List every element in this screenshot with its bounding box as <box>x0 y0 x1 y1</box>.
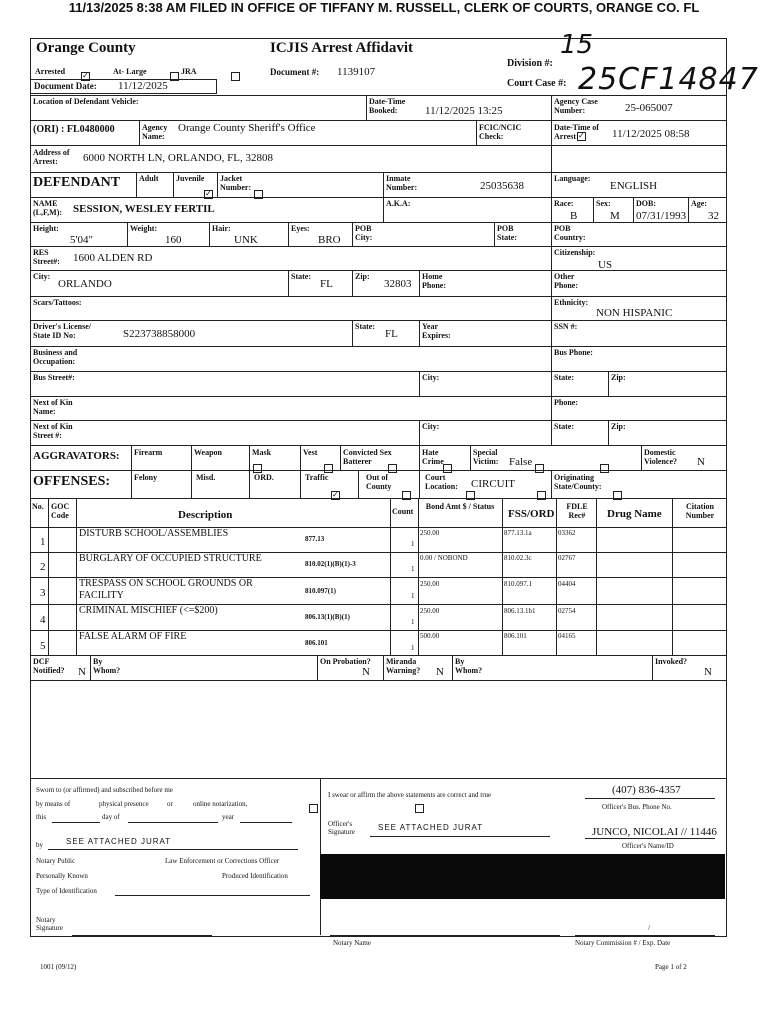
offense-4-bond: 250.00 <box>420 607 440 615</box>
ord-label: ORD. <box>254 473 274 482</box>
jacket-label: Jacket Number: <box>220 174 252 192</box>
nok-street-label: Next of Kin Street #: <box>33 422 73 440</box>
weapon-checkbox[interactable] <box>324 464 333 473</box>
offense-3-fdle: 04404 <box>558 580 576 588</box>
division-label: Division #: <box>507 58 553 69</box>
form-number: 1001 (09/12) <box>40 963 77 971</box>
state-value: FL <box>320 278 333 290</box>
jra-checkbox[interactable] <box>231 72 240 81</box>
nok-zip-label: Zip: <box>611 422 626 431</box>
this-text: this <box>36 813 47 821</box>
scars-label: Scars/Tattoos: <box>33 298 82 307</box>
day-of-text: day of <box>102 813 120 821</box>
by-text: by <box>36 841 43 849</box>
offense-2-fdle: 02767 <box>558 554 576 562</box>
ethnicity-label: Ethnicity: <box>554 298 589 307</box>
year-text: year <box>222 813 235 821</box>
aka-label: A.K.A: <box>386 199 411 208</box>
notary-commission-slash: / <box>648 924 650 932</box>
zip-value: 32803 <box>384 278 412 290</box>
city-label: City: <box>33 272 51 281</box>
page-number: Page 1 of 2 <box>655 963 687 971</box>
sex-label: Sex: <box>596 199 611 208</box>
probation-value: N <box>362 666 370 678</box>
pob-city-label: POB City: <box>355 224 373 242</box>
hate-crime-label: Hate Crime <box>422 448 444 466</box>
see-jurat-2: SEE ATTACHED JURAT <box>378 823 484 832</box>
col-count: Count <box>392 507 414 516</box>
datetime-arrest-value: 11/12/2025 08:58 <box>612 128 690 140</box>
or-text: or <box>167 800 173 808</box>
bus-phone-label: Bus Phone: <box>554 348 593 357</box>
race-label: Race: <box>554 199 574 208</box>
city-value: ORLANDO <box>58 278 112 290</box>
age-label: Age: <box>691 199 707 208</box>
offense-1-no: 1 <box>40 536 46 548</box>
eyes-label: Eyes: <box>291 224 310 233</box>
online-notarization-text: online notarization, <box>193 800 248 808</box>
jra-label: JRA <box>181 67 197 76</box>
ord-checkbox[interactable] <box>466 491 475 500</box>
hair-value: UNK <box>234 234 258 246</box>
address-arrest-label: Address of Arrest: <box>33 148 70 166</box>
sex-value: M <box>610 210 620 222</box>
court-case-label: Court Case #: <box>507 78 567 89</box>
offense-1-description: DISTURB SCHOOL/ASSEMBLIES <box>79 528 229 539</box>
domestic-violence-label: Domestic Violence? <box>644 448 678 466</box>
nok-phone-label: Phone: <box>554 398 578 407</box>
traffic-label: Traffic <box>305 473 329 482</box>
form-title: ICJIS Arrest Affidavit <box>270 40 414 56</box>
col-description: Description <box>178 509 233 521</box>
col-bond: Bond Amt $ / Status <box>425 502 495 511</box>
ethnicity-value: NON HISPANIC <box>596 307 673 319</box>
personally-known-text: Personally Known <box>36 872 88 880</box>
agency-name-label: Agency Name: <box>142 123 168 141</box>
dob-label: DOB: <box>636 199 656 208</box>
division-handwritten: 15 <box>560 30 594 60</box>
aggravators-heading: AGGRAVATORS: <box>33 450 120 462</box>
inmate-value: 25035638 <box>480 180 524 192</box>
invoked-value: N <box>704 666 712 678</box>
offense-3-no: 3 <box>40 587 46 599</box>
state-label: State: <box>291 272 311 281</box>
col-fdle: FDLE Rec# <box>566 502 588 520</box>
offense-2-count: 1 <box>411 565 415 573</box>
by-whom2-label: By Whom? <box>455 657 483 675</box>
filing-stamp: 11/13/2025 8:38 AM FILED IN OFFICE OF TIFFANY M. RUSSELL, CLERK OF COURTS, ORANGE CO. FL <box>68 0 700 15</box>
location-vehicle-label: Location of Defendant Vehicle: <box>33 97 139 106</box>
col-citation: Citation Number <box>685 502 715 520</box>
convicted-batterer-label: Convicted Sex Batterer <box>343 448 392 466</box>
offense-2-statute: 810.02(1)(B)(1)-3 <box>305 560 356 568</box>
out-county-label: Out of County <box>366 473 392 491</box>
fcic-label: FCIC/NCIC Check: <box>479 123 522 141</box>
by-whom-label: By Whom? <box>93 657 121 675</box>
adult-checkbox[interactable] <box>204 190 213 199</box>
nok-name-label: Next of Kin Name: <box>33 398 73 416</box>
document-date-value: 11/12/2025 <box>118 80 168 92</box>
race-value: B <box>570 210 578 222</box>
col-fss: FSS/ORD <box>508 508 555 520</box>
offense-4-fss: 806.13.1b1 <box>504 607 536 615</box>
dob-value: 07/31/1993 <box>636 210 687 222</box>
offense-1-bond: 250.00 <box>420 529 440 537</box>
home-phone-label: Home Phone: <box>422 272 446 290</box>
address-arrest-value: 6000 NORTH LN, ORLANDO, FL, 32808 <box>83 152 274 164</box>
eyes-value: BRO <box>318 234 341 246</box>
ssn-label: SSN #: <box>554 322 578 331</box>
citizenship-label: Citizenship: <box>554 248 596 257</box>
language-value: ENGLISH <box>610 180 658 192</box>
type-id-text: Type of Identification <box>36 887 97 895</box>
officer-phone-label: Officer's Bus. Phone No. <box>602 803 672 811</box>
pob-country-label: POB Country: <box>554 224 586 242</box>
bus-state-label: State: <box>554 373 574 382</box>
offense-1-statute: 877.13 <box>305 535 325 543</box>
dl-state-value: FL <box>385 328 398 340</box>
offense-4-no: 4 <box>40 614 46 626</box>
weight-label: Weight: <box>130 224 158 233</box>
offense-1-fdle: 03362 <box>558 529 576 537</box>
adult-label: Adult <box>139 174 159 183</box>
produced-id-text: Produced Identification <box>222 872 288 880</box>
datetime-booked-label: Date-Time Booked: <box>369 97 406 115</box>
offense-4-statute: 806.13(1)(B)(1) <box>305 613 350 621</box>
offense-2-no: 2 <box>40 561 46 573</box>
res-street-label: RES Street#: <box>33 248 60 266</box>
officer-name-label: Officer's Name/ID <box>622 842 674 850</box>
offense-5-fss: 806.101 <box>504 632 527 640</box>
document-number-label: Document #: <box>270 67 320 77</box>
felony-checkbox[interactable] <box>331 491 340 500</box>
court-location-label: Court Location: <box>425 473 458 491</box>
nok-state-label: State: <box>554 422 574 431</box>
physical-presence-text: physical presence <box>99 800 149 808</box>
ori-label: (ORI) : FL0480000 <box>33 124 115 135</box>
offense-2-description: BURGLARY OF OCCUPIED STRUCTURE <box>79 553 262 564</box>
notary-name-label: Notary Name <box>333 939 371 947</box>
offense-1-fss: 877.13.1a <box>504 529 532 537</box>
law-enforcement-text: Law Enforcement or Corrections Officer <box>165 857 280 865</box>
offense-5-fdle: 04165 <box>558 632 576 640</box>
notary-signature-label: Notary Signature <box>36 916 63 932</box>
notary-public-text: Notary Public <box>36 857 76 865</box>
bus-street-label: Bus Street#: <box>33 373 75 382</box>
vest-label: Vest <box>303 448 318 457</box>
physical-presence-checkbox[interactable] <box>309 804 318 813</box>
officer-signature-label: Officer's Signature <box>328 820 355 836</box>
col-drug: Drug Name <box>607 508 662 520</box>
firearm-label: Firearm <box>134 448 163 457</box>
offense-2-fss: 810.02.3c <box>504 554 532 562</box>
felony-label: Felony <box>134 473 158 482</box>
swear-text: I swear or affirm the above statements are correct and true <box>328 791 492 799</box>
inmate-label: Inmate Number: <box>386 174 418 192</box>
see-jurat-1: SEE ATTACHED JURAT <box>66 837 172 846</box>
court-case-handwritten: 25CF14847 <box>578 62 759 97</box>
other-phone-label: Other Phone: <box>554 272 578 290</box>
offenses-heading: OFFENSES: <box>33 474 111 489</box>
agency-case-value: 25-065007 <box>625 102 673 114</box>
weapon-label: Weapon <box>194 448 223 457</box>
officer-name-value: JUNCO, NICOLAI // 11446 <box>592 826 717 838</box>
out-county-checkbox[interactable] <box>613 491 622 500</box>
business-label: Business and Occupation: <box>33 348 78 366</box>
by-means-text: by means of <box>36 800 71 808</box>
agency-name-value: Orange County Sheriff's Office <box>178 122 316 134</box>
convicted-batterer-checkbox[interactable] <box>535 464 544 473</box>
dl-state-label: State: <box>355 322 375 331</box>
col-goc: GOC Code <box>51 502 70 520</box>
juvenile-label: Juvenile <box>176 174 205 183</box>
defendant-heading: DEFENDANT <box>33 175 121 190</box>
dl-value: S223738858000 <box>123 328 196 340</box>
name-value: SESSION, WESLEY FERTIL <box>73 203 215 215</box>
offense-4-description: CRIMINAL MISCHIEF (<=$200) <box>79 605 218 616</box>
offense-5-no: 5 <box>40 640 46 652</box>
offense-5-count: 1 <box>411 644 415 652</box>
height-label: Height: <box>33 224 59 233</box>
offense-1-count: 1 <box>411 540 415 548</box>
traffic-checkbox[interactable] <box>537 491 546 500</box>
height-value: 5'04" <box>70 234 93 246</box>
offense-3-fss: 810.097.1 <box>504 580 532 588</box>
offense-3-count: 1 <box>411 592 415 600</box>
offense-4-fdle: 02754 <box>558 607 576 615</box>
res-street-value: 1600 ALDEN RD <box>73 252 153 264</box>
firearm-checkbox[interactable] <box>253 464 262 473</box>
datetime-arrest-label: Date-Time of Arrest: <box>554 123 599 141</box>
document-number-value: 1139107 <box>337 66 376 78</box>
misd-label: Misd. <box>196 473 216 482</box>
offense-3-description: TRESPASS ON SCHOOL GROUNDS OR FACILITY <box>79 578 253 601</box>
originating-label: Originating State/County: <box>554 473 602 491</box>
county-title: Orange County <box>36 40 136 56</box>
year-expires-label: Year Expires: <box>422 322 451 340</box>
officer-phone-value: (407) 836-4357 <box>612 784 681 796</box>
citizenship-value: US <box>598 259 613 271</box>
bus-zip-label: Zip: <box>611 373 626 382</box>
bus-city-label: City: <box>422 373 440 382</box>
document-date-label: Document Date: <box>34 81 97 91</box>
offense-5-bond: 500.00 <box>420 632 440 640</box>
age-value: 32 <box>708 210 719 222</box>
agency-case-label: Agency Case Number: <box>554 97 598 115</box>
offense-4-count: 1 <box>411 618 415 626</box>
mask-label: Mask <box>252 448 272 457</box>
dcf-label: DCF Notified? <box>33 657 65 675</box>
name-label: NAME (L,F,M): <box>33 199 63 217</box>
special-victim-value: False <box>509 456 533 468</box>
offense-3-statute: 810.097(1) <box>305 587 336 595</box>
special-victim-label: Special Victim: <box>473 448 499 466</box>
sworn-text: Sworn to (or affirmed) and subscribed before me <box>36 786 173 794</box>
offense-5-statute: 806.101 <box>305 639 328 647</box>
miranda-label: Miranda Warning? <box>386 657 421 675</box>
arrested-label: Arrested <box>35 67 66 76</box>
dcf-value: N <box>78 666 86 678</box>
redacted-block <box>320 854 725 899</box>
miranda-value: N <box>436 666 444 678</box>
pob-state-label: POB State: <box>497 224 517 242</box>
datetime-booked-value: 11/12/2025 13:25 <box>425 105 503 117</box>
notary-commission-label: Notary Commission # / Exp. Date <box>575 939 671 947</box>
online-notarization-checkbox[interactable] <box>415 804 424 813</box>
dl-label: Driver's License/ State ID No: <box>33 322 91 340</box>
zip-label: Zip: <box>355 272 370 281</box>
hate-crime-checkbox[interactable] <box>600 464 609 473</box>
at-large-label: At- Large <box>113 67 147 76</box>
invoked-label: Invoked? <box>655 657 688 666</box>
nok-city-label: City: <box>422 422 440 431</box>
weight-value: 160 <box>165 234 182 246</box>
court-location-value: CIRCUIT <box>471 478 515 490</box>
offense-2-bond: 0.00 / NOBOND <box>420 554 468 562</box>
language-label: Language: <box>554 174 591 183</box>
domestic-violence-value: N <box>697 456 705 468</box>
hair-label: Hair: <box>212 224 231 233</box>
offense-3-bond: 250.00 <box>420 580 440 588</box>
col-no: No. <box>32 502 44 511</box>
misd-checkbox[interactable] <box>402 491 411 500</box>
offense-5-description: FALSE ALARM OF FIRE <box>79 631 187 642</box>
probation-label: On Probation? <box>320 657 371 666</box>
